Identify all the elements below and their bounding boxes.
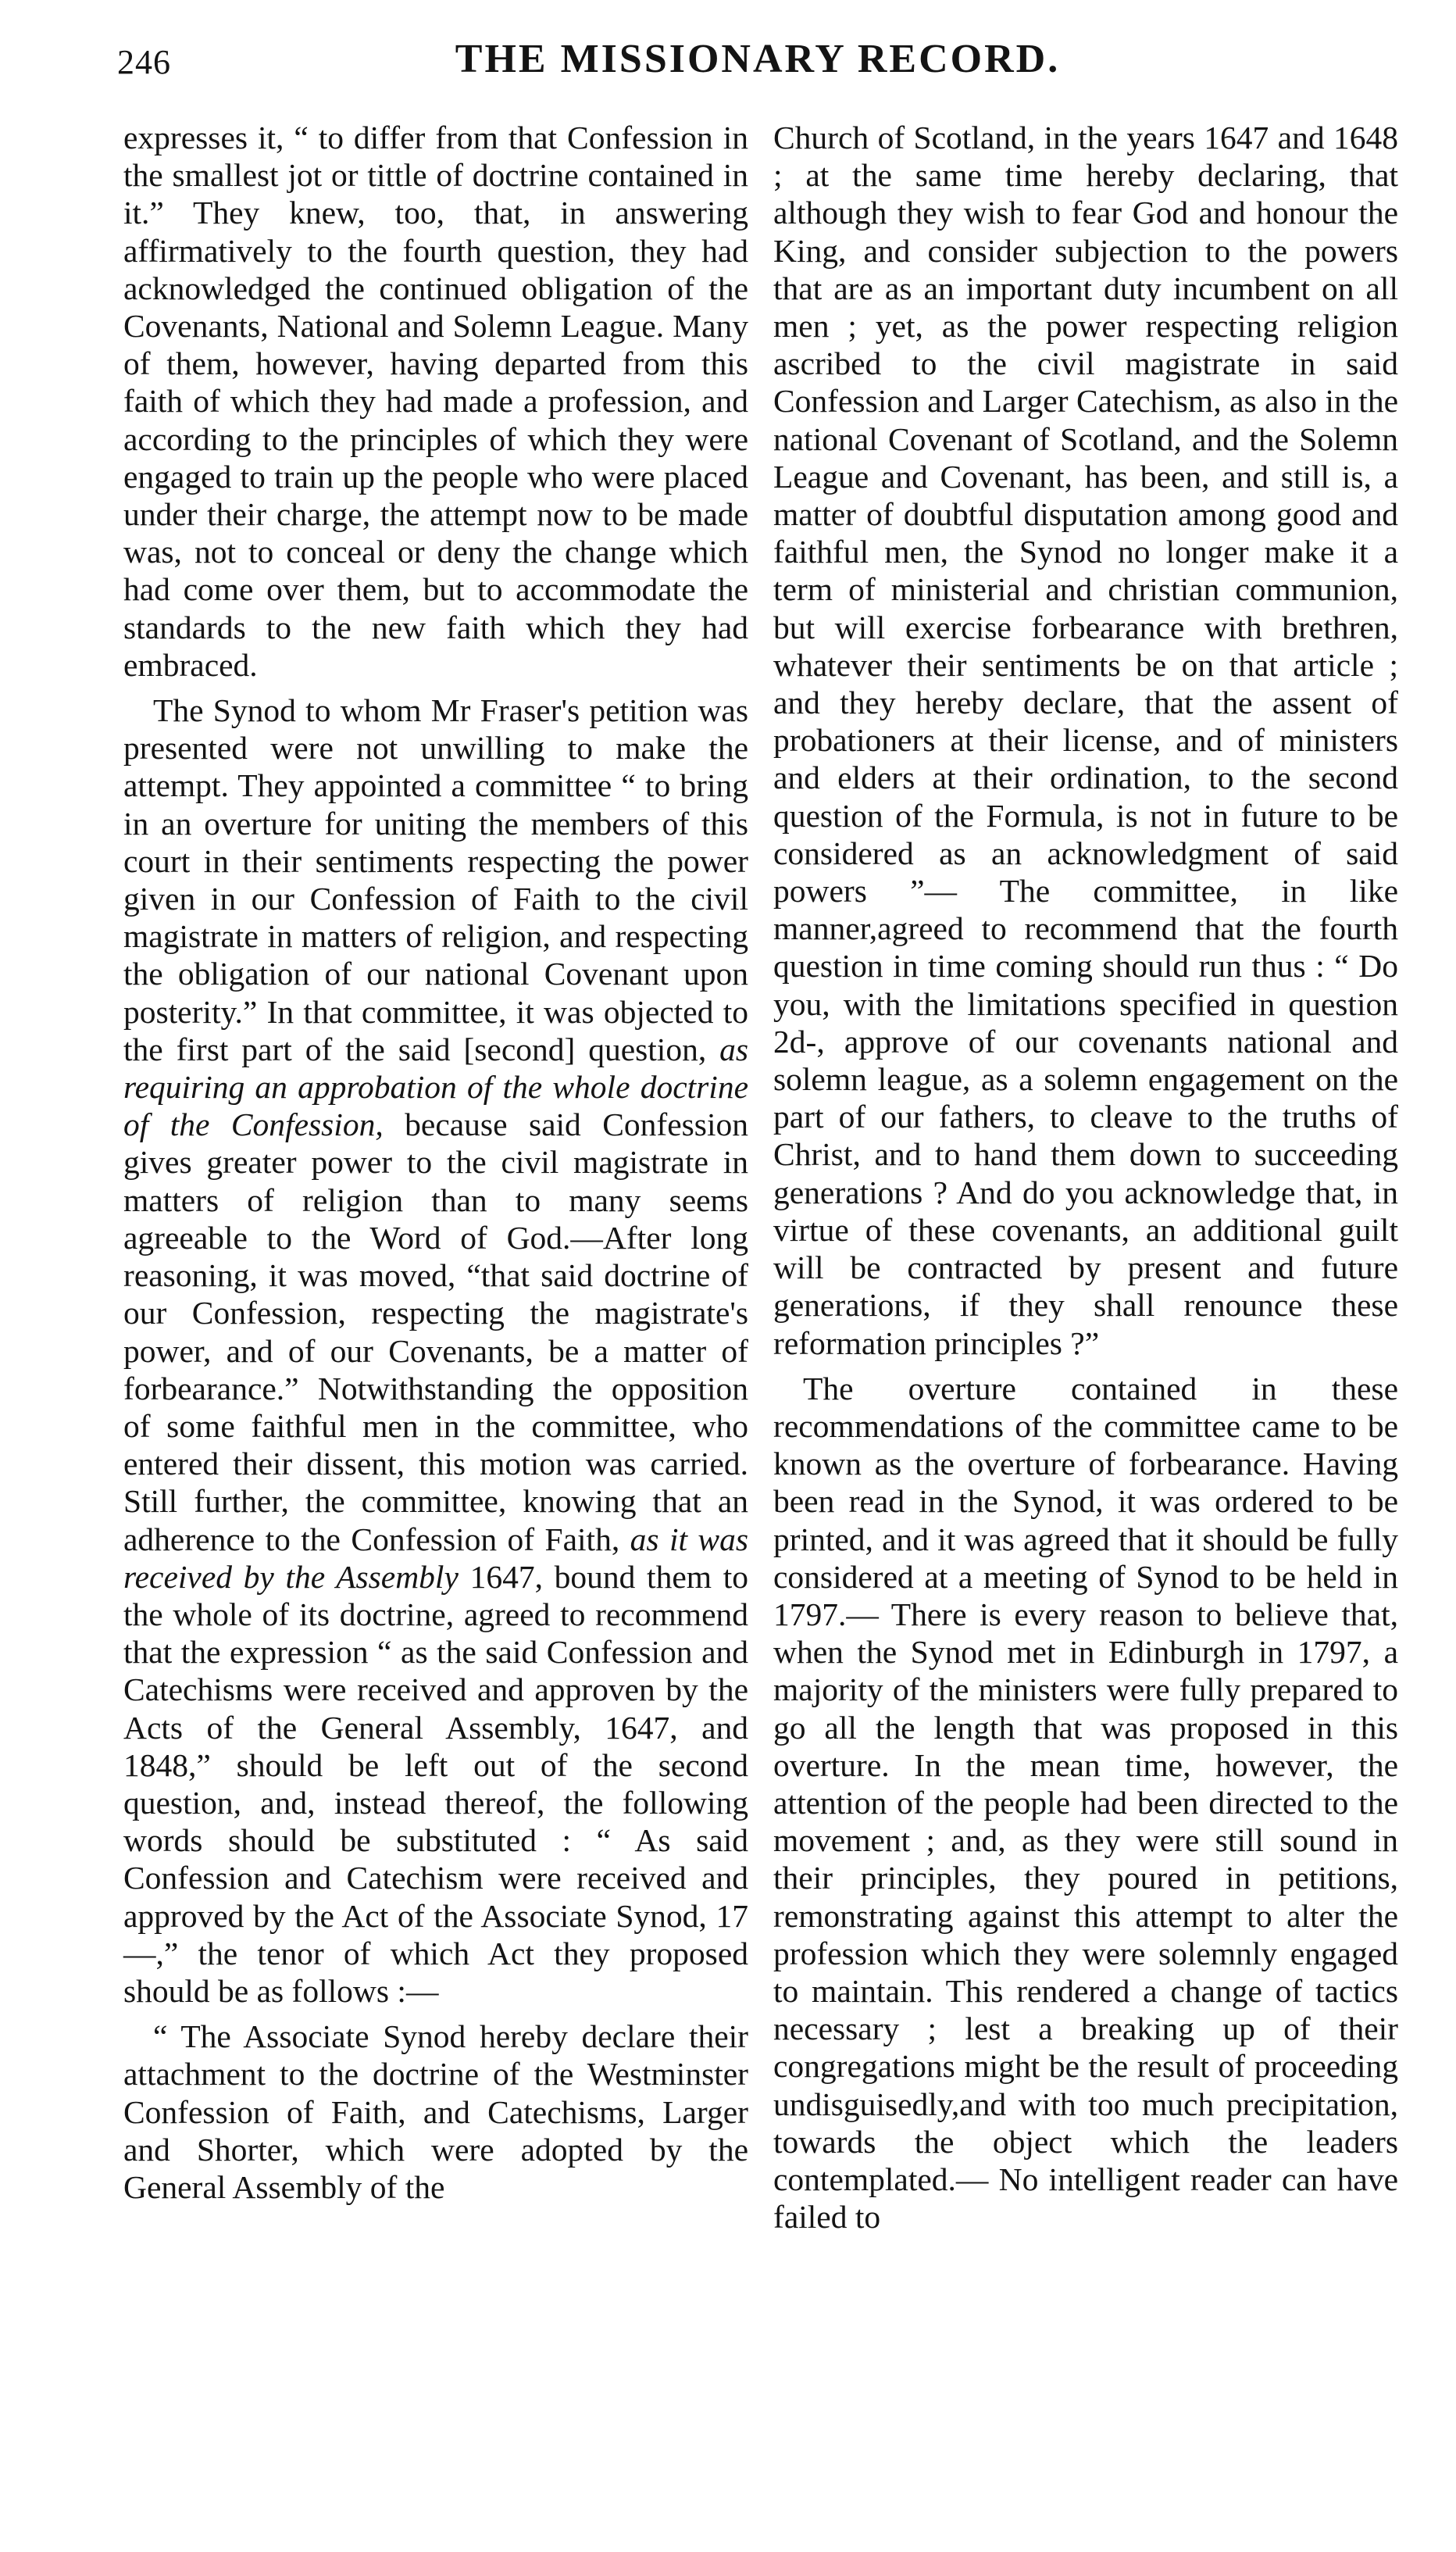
paragraph: The overture contained in these recommendations of the committee came to be known as the overture of forbearance. Having been read in the Synod, it was ordered to be printed, and it was agreed that it should be fully considered at a meeting of Synod to be held in 1797.— There is every reason to believe that, when the Synod met in Edinburgh in 1797, a majority of the ministers were fully prepared to go all the length that was proposed in this overture. In the mean time, however, the attention of the people had been directed to the movement ; and, as they were still sound in their principles, they poured in petitions, remonstrating against this attempt to alter the profession which they were solemnly engaged to maintain. This rendered a change of tactics necessary ; lest a breaking up of their congregations might be the result of proceeding undisguisedly,and with too much precipitation, towards the object which the leaders contemplated.— No intelligent reader can have failed to <box>773 1370 1398 2236</box>
paragraph <box>123 692 748 2010</box>
paragraph-text: The Synod to whom Mr Fraser's petition was presented were not unwilling to make the attempt. They appointed a committee “ to bring in an overture for uniting the members of this court in their sentiments respecting the power given in our Confession of Faith to the civil magistrate in matters of religion, and respecting the obligation of our national Covenant upon posterity.” In that committee, it was objected to the first part of the said [second] question, <box>123 692 748 1067</box>
paragraph-text: because said Confession gives greater power to the civil magistrate in matters of religion than to many seems agreeable to the Word of God.—After long reasoning, it was moved, “that said doctrine of our Confession, respecting the magistrate's power, and of our Covenants, be a matter of forbearance.” Notwithstanding the opposition of some faithful men in the committee, who entered their dissent, this motion was carried. Still further, the committee, knowing that an adherence to the Confession of Faith, <box>123 1106 748 1557</box>
left-column <box>123 119 748 2206</box>
page-number: 246 <box>117 43 171 81</box>
paragraph: expresses it, “ to differ from that Confession in the smallest jot or tittle of doctrine contained in it.” They knew, too, that, in answering affirmatively to the fourth question, they had acknowledged the continued obligation of the Covenants, National and Solemn League. Many of them, however, having departed from this faith of which they had made a profession, and according to the principles of which they were engaged to train up the people who were placed under their charge, the attempt now to be made was, not to conceal or deny the change which had come over them, but to accommodate the standards to the new faith which they had embraced. <box>123 120 748 683</box>
italic-phrase: as requiring an approbation of the whole doctrine of the Confession, <box>123 1031 748 1143</box>
page-header <box>117 36 1398 91</box>
paragraph-text: 1647, bound them to the whole of its doctrine, agreed to recommend that the expression “ as the said Confession and Catechisms were received and approven by the Acts of the General Assembly, 1647, and 1848,” should be left out of the second question, and, instead thereof, the following words should be substituted : “ As said Confession and Catechism were received and approved by the Act of the Associate Synod, 17—,” the tenor of which Act they proposed should be as follows :— <box>123 1558 748 2009</box>
right-column <box>773 119 1398 2236</box>
running-title: THE MISSIONARY RECORD. <box>455 37 1061 81</box>
paragraph: Church of Scotland, in the years 1647 and 1648 ; at the same time hereby declaring, that although they wish to fear God and honour the King, and consider subjection to the powers that are as an important duty incumbent on all men ; yet, as the power respecting religion ascribed to the civil magistrate in said Confession and Larger Catechism, as also in the national Covenant of Scotland, and the Solemn League and Covenant, has been, and still is, a matter of doubtful disputation among good and faithful men, the Synod no longer make it a term of ministerial and christian communion, but will exercise forbearance with brethren, whatever their sentiments be on that article ; and they hereby declare, that the assent of probationers at their license, and of ministers and elders at their ordination, to the second question of the Formula, is not in future to be considered as an acknowledgment of said powers ”— The committee, in like manner,agreed to recommend that the fourth question in time coming should run thus : “ Do you, with the limitations specified in question 2d-, approve of our covenants national and solemn league, as a solemn engagement on the part of our fathers, to cleave to the truths of Christ, and to hand them down to succeeding generations ? And do you acknowledge that, in virtue of these covenants, an additional guilt will be contracted by present and future generations, if they shall renounce these reformation principles ?” <box>773 120 1398 1361</box>
paragraph: “ The Associate Synod hereby declare their attachment to the doctrine of the Westminster Confession of Faith, and Catechisms, Larger and Shorter, which were adopted by the General Assembly of the <box>123 2018 748 2205</box>
italic-phrase: as it was received by the Assembly <box>123 1521 749 1595</box>
